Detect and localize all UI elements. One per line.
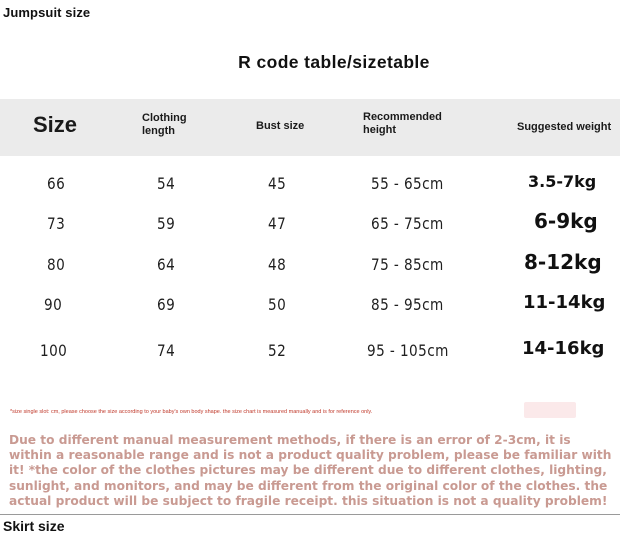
row-2-weight: 6-9kg [534,209,598,233]
row-1-height: 55 - 65cm [371,174,444,193]
header-bust-size: Bust size [256,120,305,132]
row-2-length: 59 [157,214,176,233]
row-5-weight: 14-16kg [522,338,605,359]
header-clothing-length-line-1: Clothing [142,112,187,124]
row-4-weight: 11-14kg [523,292,606,313]
row-1-size: 66 [47,174,66,193]
row-4-height: 85 - 95cm [371,295,444,314]
header-size: Size [33,112,78,137]
row-2-size: 73 [47,214,66,233]
row-3-bust: 48 [268,255,287,274]
row-1-weight: 3.5-7kg [528,172,597,191]
page-title: Jumpsuit size [3,5,91,20]
row-5-bust: 52 [268,341,287,360]
row-5-size: 100 [40,341,68,360]
header-recommended-height-line-2: height [363,124,396,136]
header-recommended-height [363,111,442,137]
row-2-bust: 47 [268,214,287,233]
skirt-size-title: Skirt size [3,518,65,534]
measurement-disclaimer: Due to different manual measurement methods, if there is an error of 2-3cm, it is within a reasonable range and is not a product quality problem, please be familiar with it! *the color of the clothes pictures may be different due to different clothes, lighting, sunlight, and monitors, and may be different from the original color of the clothes. the actual product will be subject to fragile receipt. this situation is not a quality problem! [9,433,612,508]
row-1-length: 54 [157,174,176,193]
row-3-height: 75 - 85cm [371,255,444,274]
row-5-length: 74 [157,341,176,360]
row-3-size: 80 [47,255,66,274]
row-4-size: 90 [44,295,63,314]
row-4-length: 69 [157,295,176,314]
header-recommended-height-line-1: Recommended [363,111,442,123]
row-3-weight: 8-12kg [524,250,602,274]
header-suggested-weight: Suggested weight [517,121,612,133]
row-3-length: 64 [157,255,176,274]
row-2-height: 65 - 75cm [371,214,444,233]
table-title: R code table/sizetable [238,52,430,72]
size-note: *size single slot: cm, please choose the size according to your baby's own body shape. the size chart is measured manually and is for reference only. [10,409,373,415]
header-clothing-length [142,112,187,138]
section-divider [0,514,620,515]
row-1-bust: 45 [268,174,287,193]
note-highlight-box [524,402,576,418]
row-4-bust: 50 [268,295,287,314]
header-clothing-length-line-2: length [142,125,175,137]
row-5-height: 95 - 105cm [367,341,449,360]
